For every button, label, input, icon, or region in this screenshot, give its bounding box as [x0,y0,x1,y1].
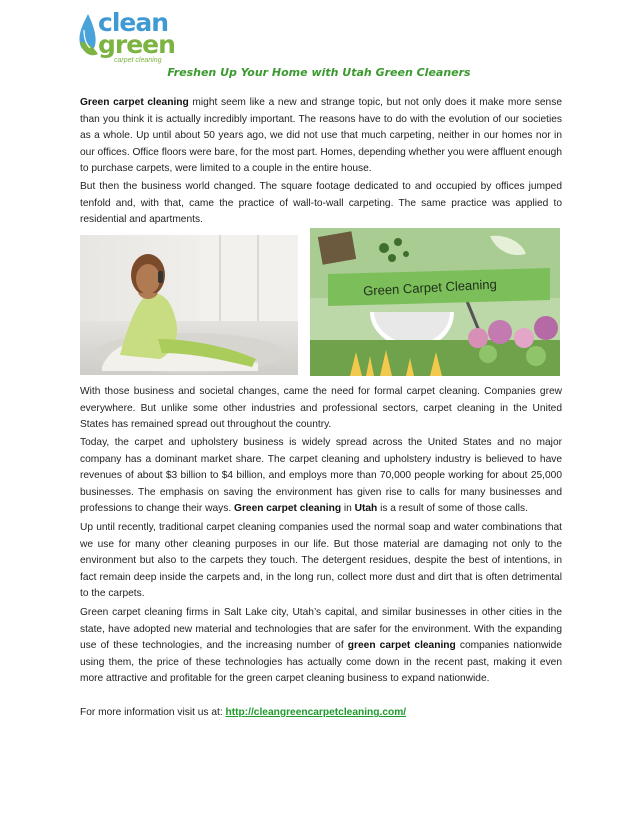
paragraph-4 [80,435,562,518]
paragraph-5: Up until recently, traditional carpet cleaning companies used the normal soap and water combinations that we use for many other cleaning purposes in our life. But those material are damaging not only to the environment but also to the carpets they touch. The detergent residues, despite the best of intentions, in fact remain deep inside the carpets and, in the long run, collect more dust and dirt that is often detrimental to the carpets. [80,522,562,600]
logo-text [98,10,175,64]
page-title: Freshen Up Your Home with Utah Green Cleaners [167,66,471,79]
p4-bold-1: Green carpet cleaning [234,503,342,515]
logo-tagline: carpet cleaning [114,57,162,64]
logo-word-clean: clean [98,8,169,37]
paragraph-7 [80,705,562,722]
woman-on-carpet-photo [80,235,298,375]
p6-bold: green carpet cleaning [347,640,456,652]
water-drop-leaf-icon [76,12,100,62]
paragraph-2: But then the business world changed. The square footage dedicated to and occupied by offices jumped tenfold and, with that, came the practice of wall-to-wall carpeting. The same practice was applied to residential and apartments. [80,181,562,226]
p4-text-2: in [341,503,355,515]
p4-text-1: Today, the carpet and upholstery business is widely spread across the United States and no major company has a dominant market share. The carpet cleaning and upholstery industry is believed to have revenues of about $3 billion to $4 billion, and employs more than 70,000 people working for about 25,000 businesses. The emphasis on saving the environment has given rise to calls for many businesses and professions to change their ways. [80,437,562,515]
p4-text-3: is a result of some of those calls. [377,503,528,515]
p7-text: For more information visit us at: [80,707,226,718]
paragraph-6 [80,605,562,688]
green-carpet-cleaning-graphic [310,228,560,376]
p6-text-2: companies nationwide using them, the price of these technologies has actually come down in the recent past, making it even more attractive and profitable for the green carpet cleaning business to expand nationwide. [80,640,562,685]
logo-word-green: green [98,30,175,59]
website-link[interactable]: http://cleangreencarpetcleaning.com/ [225,707,407,718]
company-logo [76,8,196,66]
p1-text: might seem like a new and strange topic, but not only does it make more sense than you think it is actually incredibly important. The reasons have to do with the evolution of our societies as a whole. Up until about 50 years ago, we did not use that much carpeting, neither in our homes nor in our offices. Office floors were bare, for the most part. Homes, depending whether you were affluent enough to purchase carpets, were limited to a couple in the entire house. [80,97,562,175]
p4-bold-2: Utah [354,503,378,515]
p1-bold: Green carpet cleaning [80,97,189,108]
paragraph-3: With those business and societal changes, came the need for formal carpet cleaning. Companies grew everywhere. But unlike some other industries and professional sectors, carpet cleaning in the United States has remained spread out throughout the country. [80,386,562,431]
paragraph-1 [80,95,562,178]
p6-text-1: Green carpet cleaning firms in Salt Lake city, Utah’s capital, and similar businesses in other cities in the state, have adopted new material and technologies that are safer for the environment. With the expanding use of these technologies, and the increasing number of [80,607,562,652]
banner-text: Green Carpet Cleaning [362,276,498,299]
